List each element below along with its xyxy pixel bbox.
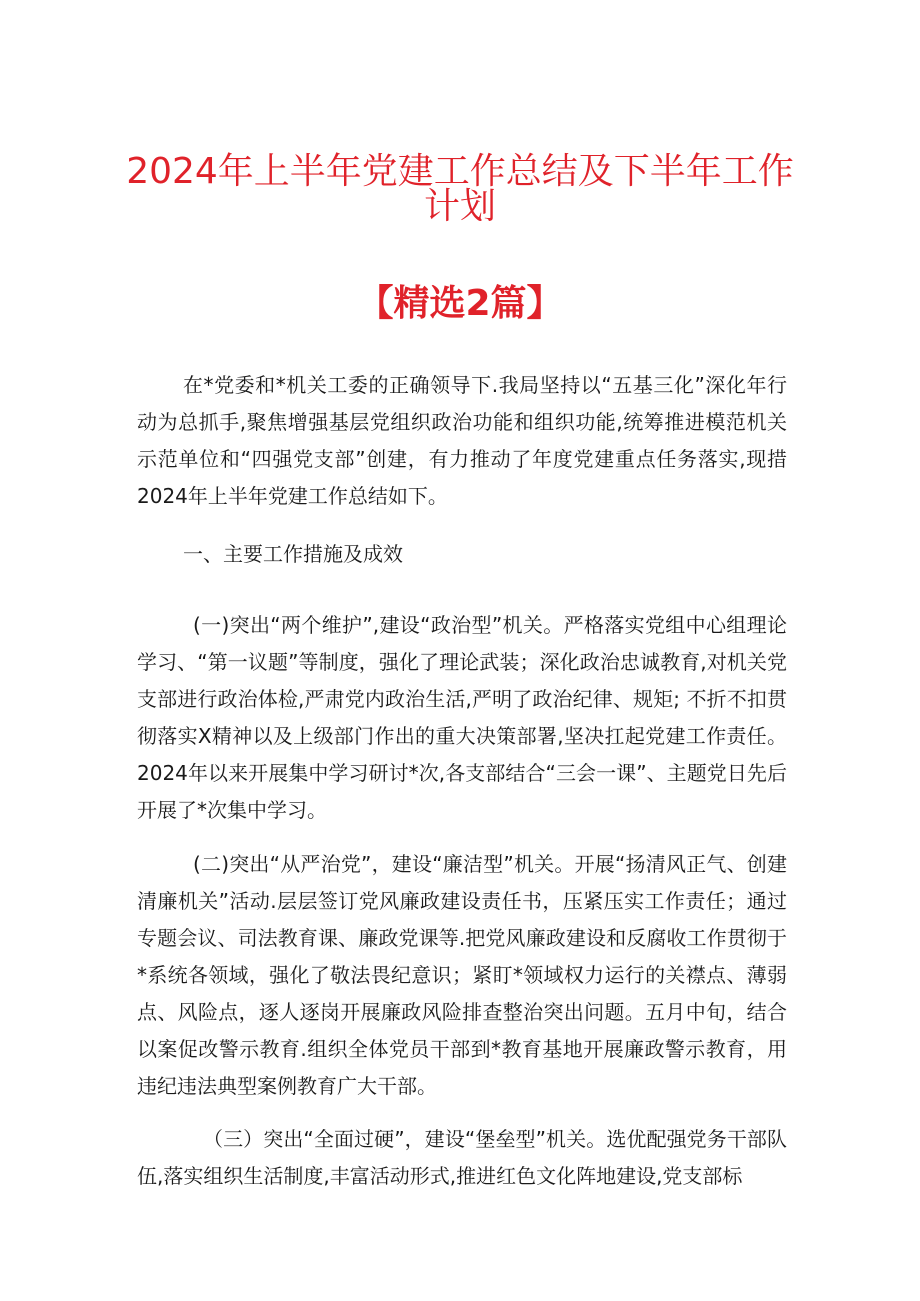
document-title-line2: 计划: [423, 186, 496, 227]
document-title-line1: 2024年上半年党建工作总结及下半年工作: [126, 151, 794, 192]
section-paragraph-1: (一)突出“两个维护”,建设“政治型”机关。严格落实党组中心组理论学习、“第一议题”等制度，强化了理论武装；深化政治忠诚教育,对机关党支部进行政治体检,严肃党内政治生活,严明了政治纪律、规矩; 不折不扣贯彻落实X精神以及上级部门作出的重大决策部署,坚决扛起党建工作责任。2024年以来开展集中学习研讨*次,各支部结合“三会一课”、主题党日先后开展了*次集中学习。: [137, 613, 787, 822]
intro-paragraph: 在*党委和*机关工委的正确领导下.我局坚持以“五基三化”深化年行动为总抓手,聚焦增强基层党组织政治功能和组织功能,统筹推进模范机关示范单位和“四强党支部”创建，有力推动了年度党建重点任务落实,现措2024年上半年党建工作总结如下。: [137, 373, 787, 508]
section-paragraph-2: (二)突出“从严治党”，建设“廉洁型”机关。开展“扬清风正气、创建清廉机关”活动.层层签订党风廉政建设责任书，压紧压实工作责任；通过专题会议、司法教育课、廉政党课等.把党风廉政建设和反腐收工作贯彻于*系统各领域，强化了敬法畏纪意识；紧盯*领域权力运行的关襟点、薄弱点、风险点，逐人逐岗开展廉政风险排查整治突出问题。五月中旬，结合以案促改警示教育.组织全体党员干部到*教育基地开展廉政警示教育，用违纪违法典型案例教育广大干部。: [137, 852, 787, 1098]
section-heading-1: 一、主要工作措施及成效: [183, 542, 403, 566]
document-subtitle: 【精选2篇】: [357, 283, 563, 324]
section-paragraph-3: （三）突出“全面过硬”，建设“堡垒型”机关。选优配强党务干部队伍,落实组织生活制度,丰富活动形式,推进红色文化阵地建设,党支部标: [137, 1127, 787, 1188]
